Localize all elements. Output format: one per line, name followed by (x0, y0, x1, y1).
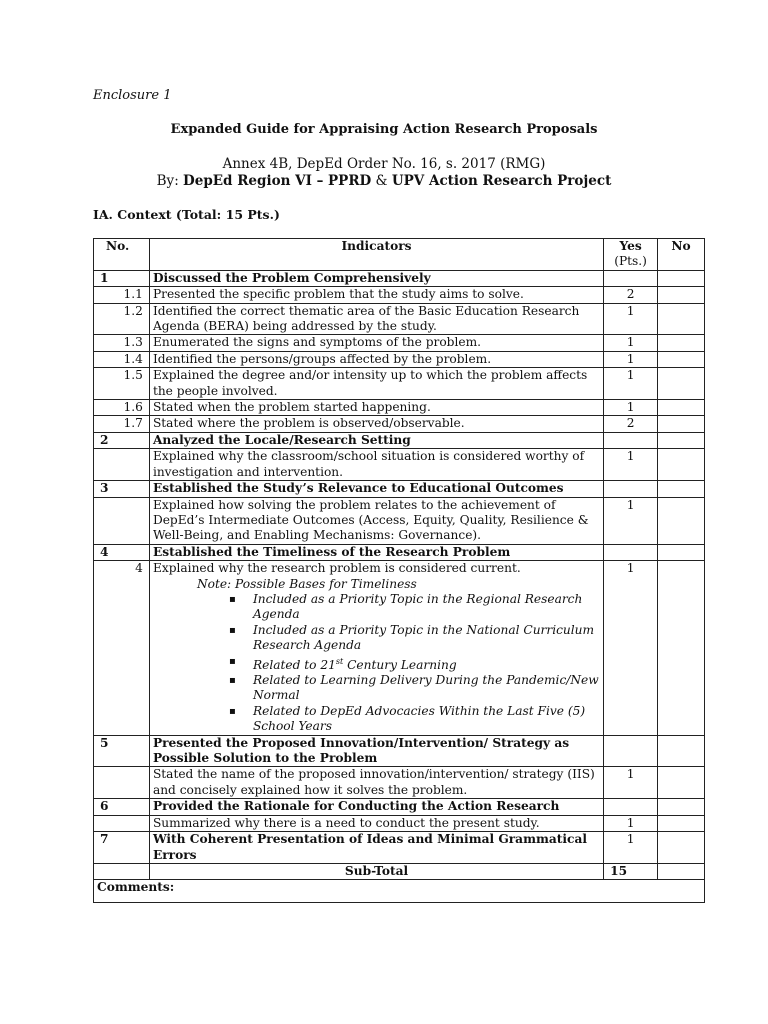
row-no-cell (658, 416, 705, 432)
indicator-text: Explained why the classroom/school situation is considered worthy of investigation and intervention. (152, 449, 585, 479)
row-number (94, 815, 150, 831)
indicator-text: Established the Study’s Relevance to Educational Outcomes (152, 481, 564, 496)
row-number: 2 (94, 432, 150, 448)
table-row (94, 335, 705, 351)
subtotal-no-cell (658, 863, 705, 879)
document-title: Expanded Guide for Appraising Action Research Proposals (170, 122, 598, 137)
row-yes-points: 1 (604, 303, 658, 335)
row-number: 4 (94, 561, 150, 736)
list-item (153, 623, 600, 654)
row-indicator (149, 368, 603, 400)
row-yes-points: 1 (604, 815, 658, 831)
subtotal-row (94, 863, 705, 879)
indicator-text: Presented the Proposed Innovation/Intervention/ Strategy as Possible Solution to the Problem (152, 735, 570, 766)
row-yes-points: 2 (604, 416, 658, 432)
by-prefix: By: (156, 173, 184, 189)
author-org-1: DepEd Region VI – PPRD (183, 173, 372, 189)
table-row (94, 432, 705, 448)
row-no-cell (658, 432, 705, 448)
table-row (94, 481, 705, 497)
indicator-text: Explained how solving the problem relates to the achievement of DepEd’s Intermediate Outcomes (Access, Equity, Quality, Resilience & Well-Being, and Enabling Mechanisms: Governance). (152, 497, 589, 543)
row-number: 7 (94, 832, 150, 864)
table-row (94, 561, 705, 736)
row-number: 5 (94, 735, 150, 767)
row-number (94, 449, 150, 481)
row-indicator (149, 270, 603, 286)
row-number: 1.4 (94, 351, 150, 367)
row-yes-points (604, 735, 658, 767)
row-yes-points: 1 (604, 335, 658, 351)
indicator-text: Provided the Rationale for Conducting the Action Research (152, 799, 560, 814)
row-yes-points: 1 (604, 351, 658, 367)
row-no-cell (658, 270, 705, 286)
author-org-2: UPV Action Research Project (391, 173, 612, 189)
timeliness-basis-text: Related to DepEd Advocacies Within the Last Five (5) School Years (252, 703, 586, 734)
row-indicator (149, 432, 603, 448)
row-number (94, 497, 150, 544)
row-indicator (149, 303, 603, 335)
row-number: 1 (94, 270, 150, 286)
indicator-text: Stated when the problem started happening. (152, 400, 431, 415)
row-indicator (149, 449, 603, 481)
row-yes-points (604, 432, 658, 448)
table-row (94, 799, 705, 815)
author-line (0, 173, 768, 189)
table-row (94, 497, 705, 544)
row-indicator (149, 767, 603, 799)
section-title: IA. Context (Total: 15 Pts.) (93, 207, 280, 222)
table-row (94, 270, 705, 286)
indicator-text: With Coherent Presentation of Ideas and Minimal Grammatical Errors (152, 832, 587, 862)
indicator-text: Stated the name of the proposed innovation/intervention/ strategy (IIS) and concisely explained how it solves the problem. (152, 767, 595, 797)
row-no-cell (658, 561, 705, 736)
row-indicator (149, 351, 603, 367)
row-number: 1.5 (94, 368, 150, 400)
indicator-text: Analyzed the Locale/Research Setting (152, 432, 411, 447)
list-item (153, 704, 600, 735)
annex-reference: Annex 4B, DepEd Order No. 16, s. 2017 (RMG) (222, 156, 546, 172)
row-indicator (149, 832, 603, 864)
row-number: 1.7 (94, 416, 150, 432)
row-no-cell (658, 351, 705, 367)
header-indicators: Indicators (149, 239, 603, 271)
indicator-text: Discussed the Problem Comprehensively (152, 270, 431, 285)
row-number: 1.2 (94, 303, 150, 335)
row-no-cell (658, 799, 705, 815)
bullet-icon: ▪ (228, 624, 236, 636)
table-row (94, 832, 705, 864)
header-no-column: No (658, 239, 705, 271)
table-row (94, 287, 705, 303)
bullet-icon: ▪ (228, 593, 236, 605)
bullet-icon: ▪ (228, 675, 236, 687)
indicator-text: Stated where the problem is observed/observable. (152, 416, 465, 431)
timeliness-note: Note: Possible Bases for Timeliness (196, 576, 417, 591)
row-no-cell (658, 544, 705, 560)
row-no-cell (658, 400, 705, 416)
row-number: 3 (94, 481, 150, 497)
indicator-text: Enumerated the signs and symptoms of the problem. (152, 335, 482, 350)
row-yes-points: 1 (604, 449, 658, 481)
indicator-text: Summarized why there is a need to conduct the present study. (152, 815, 540, 830)
timeliness-basis-text: Included as a Priority Topic in the Regional Research Agenda (252, 591, 583, 622)
row-indicator (149, 815, 603, 831)
row-indicator (149, 497, 603, 544)
row-number: 4 (94, 544, 150, 560)
row-indicator (149, 561, 603, 736)
row-indicator (149, 287, 603, 303)
table-row (94, 400, 705, 416)
row-no-cell (658, 832, 705, 864)
author-amp: & (371, 173, 392, 189)
row-indicator (149, 544, 603, 560)
table-row (94, 449, 705, 481)
indicator-text: Explained why the research problem is considered current. (152, 561, 521, 576)
timeliness-basis-text: Related to Learning Delivery During the Pandemic/New Normal (252, 673, 599, 703)
table-row (94, 303, 705, 335)
table-row (94, 368, 705, 400)
row-indicator (149, 400, 603, 416)
row-no-cell (658, 735, 705, 767)
row-number (94, 767, 150, 799)
row-yes-points: 1 (604, 400, 658, 416)
table-row (94, 351, 705, 367)
row-number: 1.1 (94, 287, 150, 303)
table-row (94, 767, 705, 799)
table-row (94, 815, 705, 831)
row-yes-points (604, 799, 658, 815)
row-indicator (149, 481, 603, 497)
timeliness-basis-text: Included as a Priority Topic in the National Curriculum Research Agenda (252, 622, 595, 653)
enclosure-label: Enclosure 1 (93, 88, 172, 103)
table-header-row (94, 239, 705, 271)
row-no-cell (658, 767, 705, 799)
subtotal-empty-cell (94, 863, 150, 879)
comments-label: Comments: (94, 880, 705, 903)
header-no: No. (94, 239, 150, 271)
row-yes-points: 2 (604, 287, 658, 303)
bullet-icon: ▪ (228, 655, 236, 667)
list-item (153, 673, 600, 704)
row-indicator (149, 735, 603, 767)
comments-row (94, 880, 705, 903)
row-yes-points: 1 (604, 368, 658, 400)
row-no-cell (658, 497, 705, 544)
indicator-text: Explained the degree and/or intensity up to which the problem affects the people involved. (152, 368, 588, 398)
row-no-cell (658, 303, 705, 335)
row-yes-points: 1 (604, 561, 658, 736)
row-number: 1.6 (94, 400, 150, 416)
row-yes-points (604, 270, 658, 286)
timeliness-basis-text: Related to 21st Century Learning (252, 656, 457, 672)
bullet-icon: ▪ (228, 705, 236, 717)
row-no-cell (658, 287, 705, 303)
table-row (94, 735, 705, 767)
row-yes-points: 1 (604, 497, 658, 544)
rubric-body (94, 270, 705, 863)
list-item (153, 592, 600, 623)
row-indicator (149, 335, 603, 351)
row-yes-points (604, 544, 658, 560)
indicator-text: Identified the persons/groups affected by the problem. (152, 351, 492, 366)
subtotal-label: Sub-Total (149, 863, 603, 879)
row-no-cell (658, 815, 705, 831)
timeliness-bases-list (153, 592, 600, 735)
row-no-cell (658, 449, 705, 481)
header-yes-label: Yes (619, 239, 642, 253)
header-yes (604, 239, 658, 271)
row-yes-points: 1 (604, 832, 658, 864)
row-no-cell (658, 368, 705, 400)
header-pts-label: (Pts.) (614, 254, 647, 269)
row-no-cell (658, 335, 705, 351)
row-indicator (149, 416, 603, 432)
row-yes-points: 1 (604, 767, 658, 799)
row-yes-points (604, 481, 658, 497)
subtotal-value: 15 (604, 863, 658, 879)
row-number: 6 (94, 799, 150, 815)
rubric-table (93, 238, 705, 903)
list-item (153, 654, 600, 673)
row-indicator (149, 799, 603, 815)
row-no-cell (658, 481, 705, 497)
row-number: 1.3 (94, 335, 150, 351)
table-row (94, 416, 705, 432)
table-row (94, 544, 705, 560)
indicator-text: Established the Timeliness of the Research Problem (152, 544, 511, 559)
indicator-text: Identified the correct thematic area of the Basic Education Research Agenda (BERA) being addressed by the study. (152, 303, 580, 334)
indicator-text: Presented the specific problem that the study aims to solve. (152, 287, 524, 302)
